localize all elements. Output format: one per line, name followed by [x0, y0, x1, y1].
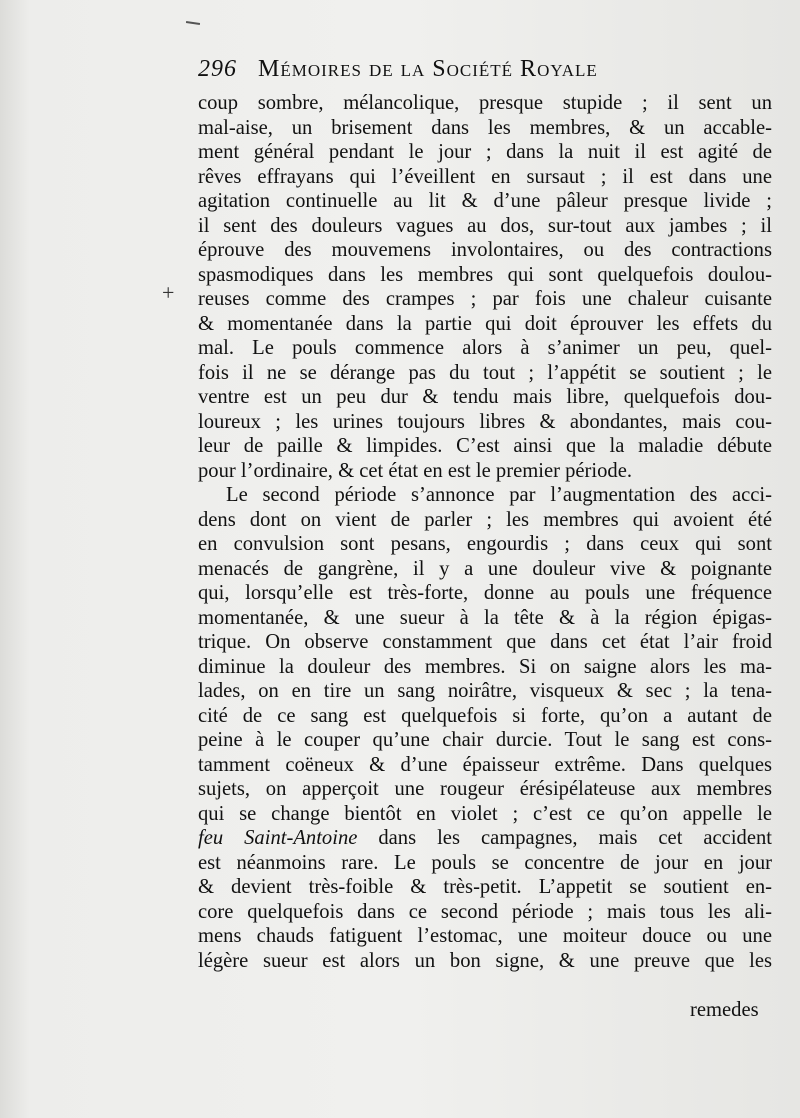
text-line: éprouve des mouvemens involontaires, ou des contractions	[198, 239, 772, 261]
text-line: tamment coëneux & d’une épaisseur extrême. Dans quelques	[198, 753, 772, 776]
text-line: leur de paille & limpides. C’est ainsi que la maladie débute	[198, 435, 772, 457]
text-line: rêves effrayans qui l’éveillent en sursaut ; il est dans une	[198, 165, 772, 188]
text-line	[198, 826, 772, 851]
body-text	[198, 91, 772, 973]
text-line: pour l’ordinaire, & cet état en est le premier période.	[198, 459, 632, 482]
text-line: & devient très-foible & très-petit. L’appetit se soutient en-	[198, 876, 772, 898]
text-line: mal. Le pouls commence alors à s’animer un peu, quel-	[198, 337, 772, 359]
text-line: légère sueur est alors un bon signe, & une preuve que les	[198, 949, 772, 972]
text-line: trique. On observe constamment que dans cet état l’air froid	[198, 631, 772, 653]
text-line: agitation continuelle au lit & d’une pâleur presque livide ;	[198, 190, 772, 212]
text-line: en convulsion sont pesans, engourdis ; dans ceux qui sont	[198, 533, 772, 555]
text-line: mens chauds fatiguent l’estomac, une moiteur douce ou une	[198, 925, 772, 947]
text-line: reuses comme des crampes ; par fois une chaleur cuisante	[198, 288, 772, 310]
text-line: ment général pendant le jour ; dans la nuit il est agité de	[198, 141, 772, 163]
text-line: mal-aise, un brisement dans les membres, & un accable-	[198, 116, 772, 139]
text-line: core quelquefois dans ce second période ; mais tous les ali-	[198, 900, 772, 923]
text-line: spasmodiques dans les membres qui sont quelquefois doulou-	[198, 263, 772, 286]
text-line: cité de ce sang est quelquefois si forte, qu’on a autant de	[198, 704, 772, 727]
text-line: diminue la douleur des membres. Si on saigne alors les ma-	[198, 655, 772, 678]
text-line: est néanmoins rare. Le pouls se concentre de jour en jour	[198, 851, 772, 874]
running-title: Mémoires de la Société Royale	[258, 56, 598, 82]
text-line: qui, lorsqu’elle est très-forte, donne au pouls une fréquence	[198, 582, 772, 604]
text-line: sujets, on apperçoit une rougeur érésipélateuse aux membres	[198, 778, 772, 800]
text-line: momentanée, & une sueur à la tête & à la région épigas-	[198, 606, 772, 629]
text-line: dens dont on vient de parler ; les membres qui avoient été	[198, 508, 772, 531]
margin-annotation: +	[162, 280, 175, 305]
text-line: Le second période s’annonce par l’augmentation des acci-	[226, 484, 772, 506]
text-line: coup sombre, mélancolique, presque stupide ; il sent un	[198, 92, 772, 114]
text-line: il sent des douleurs vagues au dos, sur-tout aux jambes ; il	[198, 214, 772, 237]
text-line: peine à le couper qu’une chair durcie. Tout le sang est cons-	[198, 729, 772, 751]
text-line: ventre est un peu dur & tendu mais libre, quelquefois dou-	[198, 386, 772, 408]
ink-mark	[186, 21, 200, 25]
page-number: 296	[198, 56, 237, 82]
text-line: loureux ; les urines toujours libres & abondantes, mais cou-	[198, 410, 772, 433]
text-line: qui se change bientôt en violet ; c’est ce qu’on appelle le	[198, 802, 772, 825]
catchword: remedes	[690, 999, 759, 1021]
page-header	[198, 56, 738, 90]
italic-phrase: feu Saint-Antoine	[198, 827, 358, 849]
italic-line-rest: dans les campagnes, mais cet accident	[357, 827, 772, 849]
text-line: fois il ne se dérange pas du tout ; l’appétit se soutient ; le	[198, 361, 772, 384]
text-line: menacés de gangrène, il y a une douleur vive & poignante	[198, 557, 772, 580]
text-line: & momentanée dans la partie qui doit éprouver les effets du	[198, 312, 772, 335]
text-line: lades, on en tire un sang noirâtre, visqueux & sec ; la tena-	[198, 680, 772, 702]
